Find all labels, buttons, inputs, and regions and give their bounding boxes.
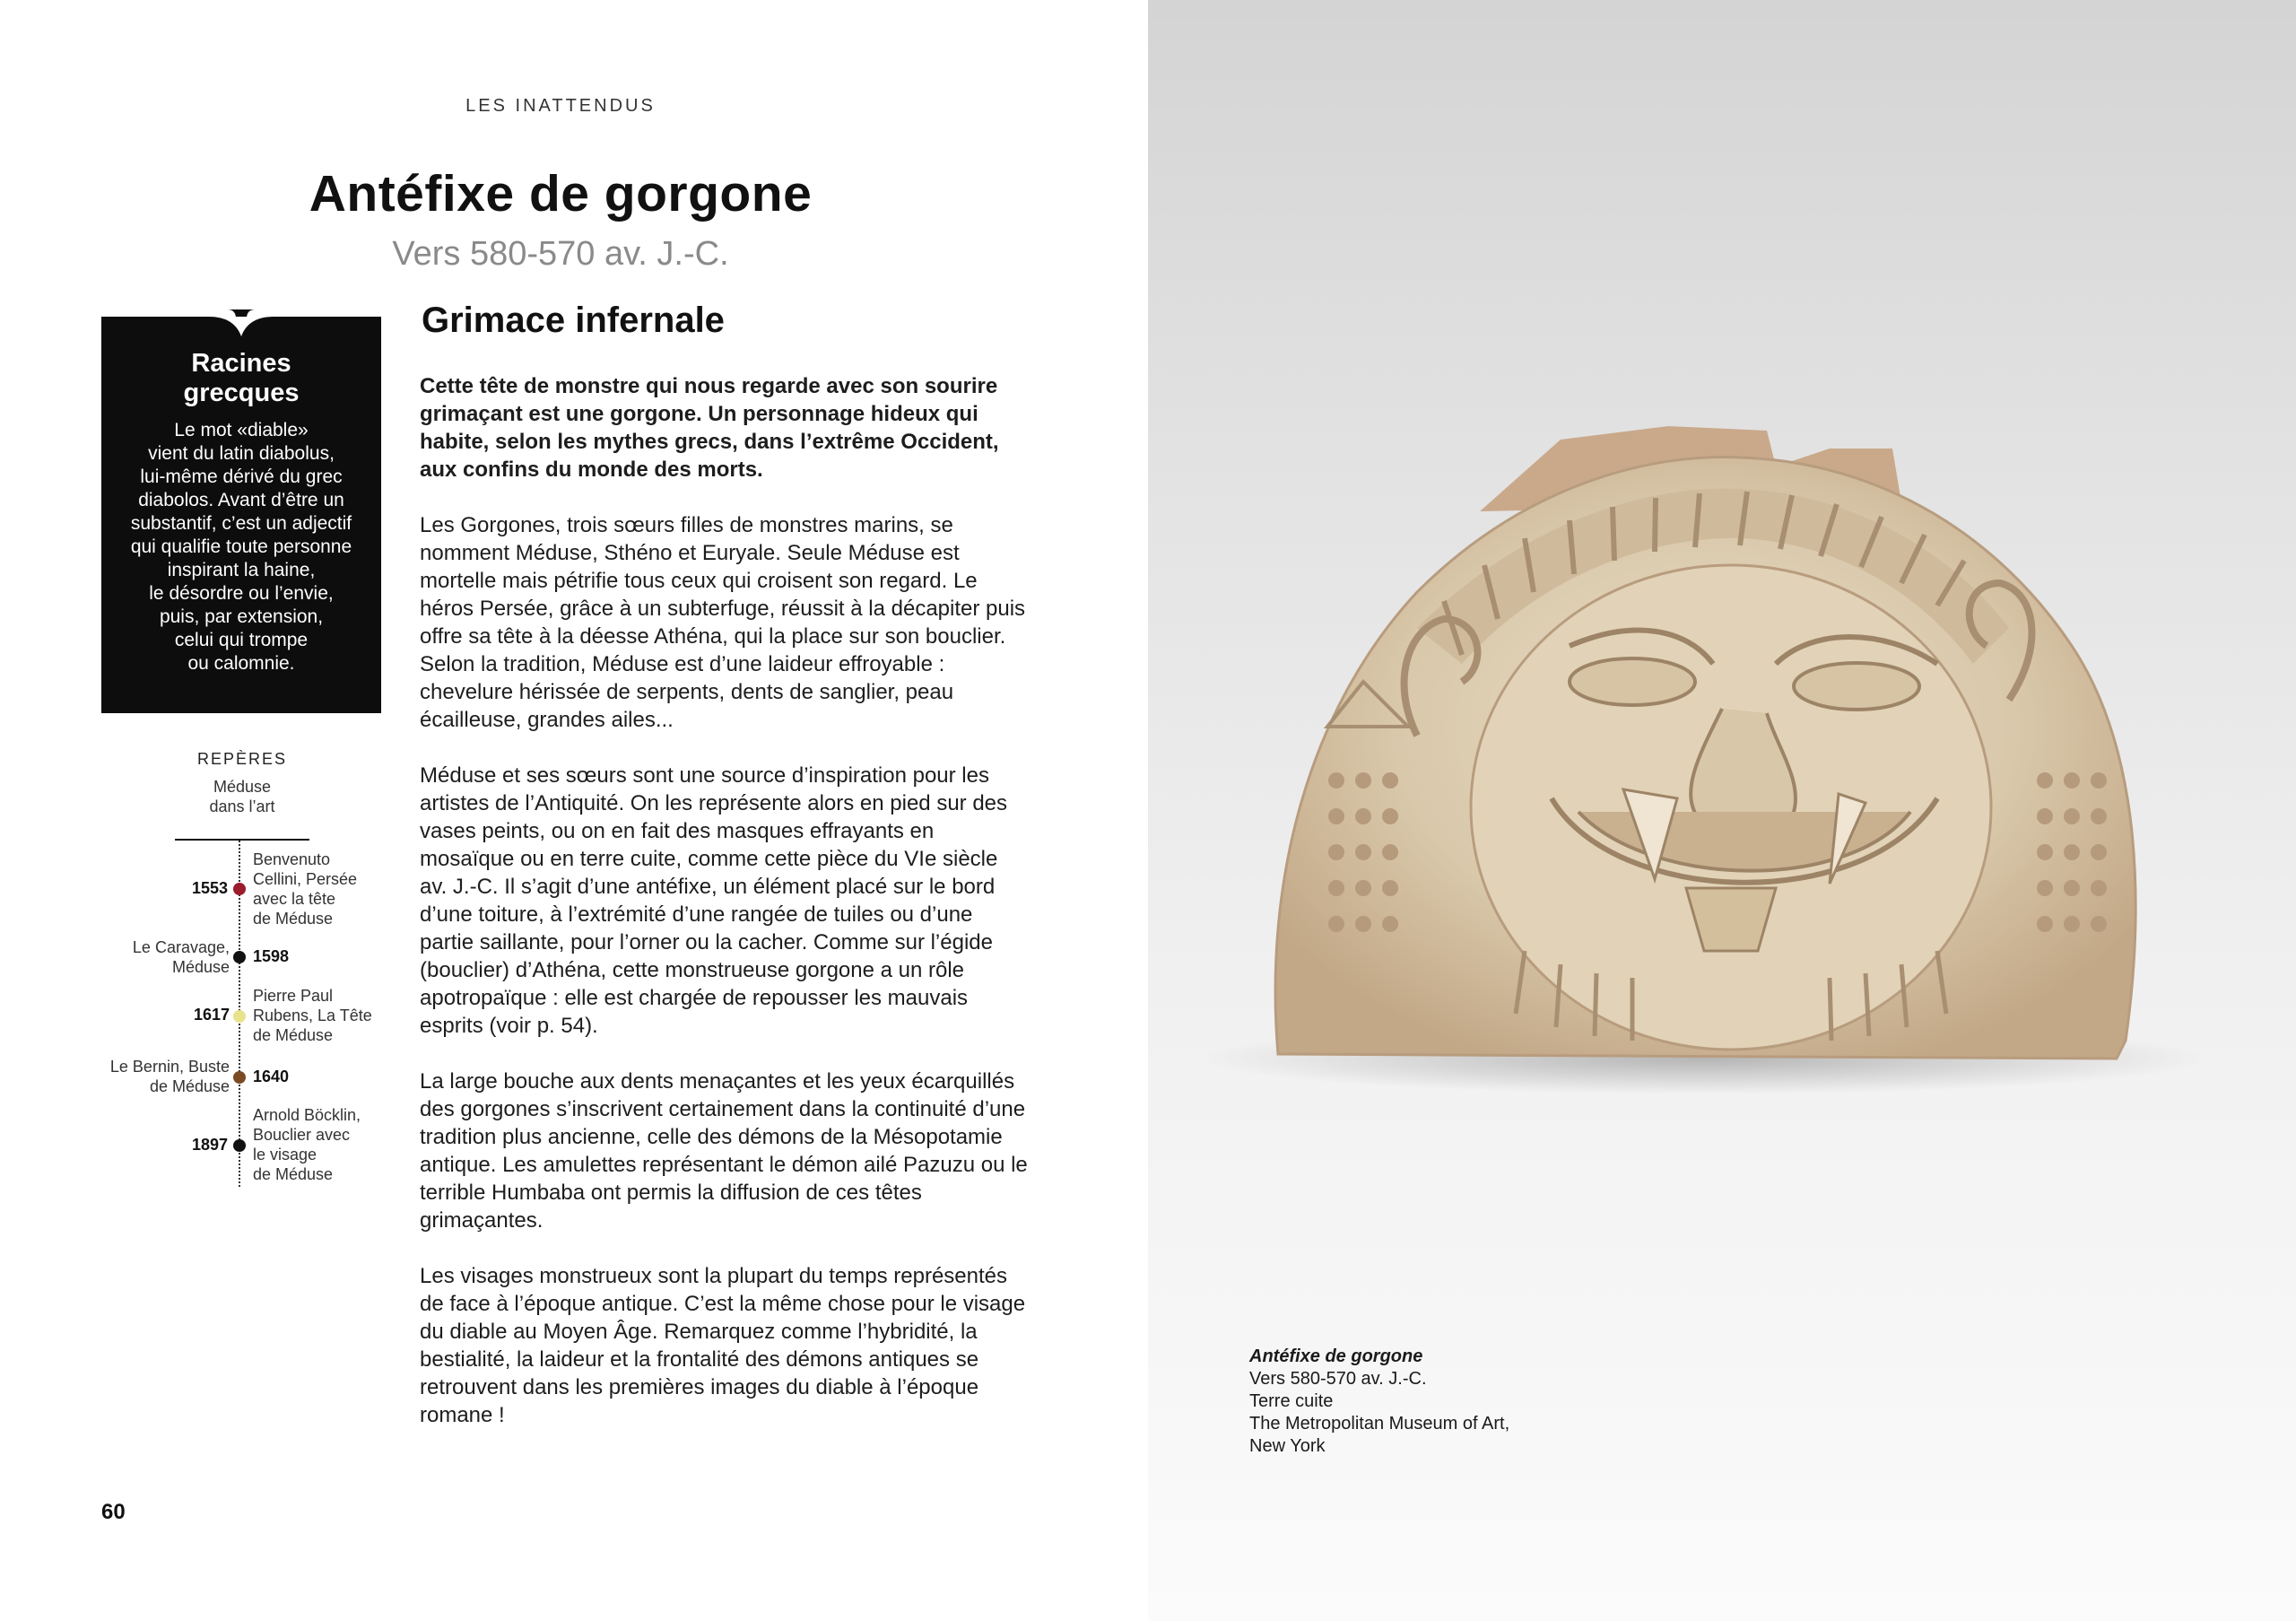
article-paragraph: La large bouche aux dents menaçantes et les yeux écarquillés des gorgones s’inscrivent certainement dans la continuité d’une tradition plus ancienne, celle des démons de la Mésopotamie antique. Les amulettes représentant le démon ailé Pazuzu ou le terrible Humbaba ont permis la diffusion de ces têtes grimaçantes. — [420, 1069, 1028, 1233]
caption-line: Terre cuite — [1249, 1391, 1334, 1411]
box-line: puis, par extension, — [159, 606, 324, 627]
timeline-event-1598 — [50, 937, 230, 977]
timeline-year-1897: 1897 — [192, 1136, 229, 1154]
reperes-subtitle — [144, 777, 341, 816]
article-paragraph: Les Gorgones, trois sœurs filles de monstres marins, se nomment Méduse, Sthéno et Euryale. Seule Méduse est mortelle mais pétrifie tous ceux qui croisent son regard. Le héros Persée, grâce à un subterfuge, réussit à la décapiter puis offre sa tête à la déesse Athéna, qui la place sur son bouclier. Selon la tradition, Méduse est d’une laideur effroyable : chevelure hérissée de serpents, dents de sanglier, peau écailleuse, grandes ailes... — [420, 513, 1026, 732]
timeline-dot-1897 — [233, 1139, 246, 1152]
event-line: de Méduse — [253, 1165, 334, 1183]
running-head: LES INATTENDUS — [465, 96, 656, 116]
article-paragraph: Les visages monstrueux sont la plupart du temps représentés de face à l’époque antique. C’est la même chose pour le visage du diable au Moyen Âge. Remarquez comme l’hybridité, la bestialité, la laideur et la frontalité des démons antiques se retrouvent dans les premières images du diable à l’époque romane ! — [420, 1264, 1026, 1427]
event-line: Méduse — [171, 958, 230, 976]
box-line: celui qui trompe — [174, 630, 309, 650]
reperes-heading: REPÈRES — [196, 750, 288, 768]
timeline-year-1553: 1553 — [192, 879, 229, 897]
caption-line: The Metropolitan Museum of Art, — [1249, 1414, 1510, 1434]
timeline-event-1897 — [253, 1105, 396, 1184]
sidebar-box-racines-grecques — [101, 309, 381, 713]
caption-line: New York — [1249, 1436, 1326, 1456]
article-lead-paragraph: Cette tête de monstre qui nous regarde avec son sourire grimaçant est une gorgone. Un personnage hideux qui habite, selon les mythes grecs, dans l’extrême Occident, aux confins du monde des morts. — [420, 374, 999, 482]
reperes-subtitle-line1: Méduse — [213, 778, 272, 796]
timeline-axis — [239, 841, 240, 1187]
event-line: Le Bernin, Buste — [109, 1058, 230, 1076]
timeline-event-1617 — [253, 986, 396, 1045]
article-title: Grimace infernale — [422, 301, 725, 340]
box-title-line2: grecques — [183, 379, 300, 407]
event-line: avec la tête — [253, 890, 336, 908]
timeline-event-1640 — [50, 1057, 230, 1096]
event-line: Cellini, Persée — [253, 870, 358, 888]
box-line: qui qualifie toute personne — [130, 536, 352, 557]
event-line: Rubens, La Tête — [253, 1007, 372, 1024]
box-line: diabolos. Avant d’être un — [138, 490, 344, 510]
image-caption — [1249, 1346, 1509, 1458]
event-line: de Méduse — [253, 1026, 334, 1044]
timeline-dot-1598 — [233, 951, 246, 963]
timeline-event-1553 — [253, 850, 396, 928]
box-line: Le mot «diable» — [174, 420, 309, 440]
article-body — [420, 372, 1030, 1457]
timeline-dot-1617 — [233, 1010, 246, 1023]
reperes-subtitle-line2: dans l’art — [209, 797, 275, 815]
box-line: ou calomnie. — [187, 653, 295, 674]
box-line: substantif, c’est un adjectif — [130, 513, 352, 534]
timeline-rule — [175, 839, 309, 841]
timeline-dot-1553 — [233, 883, 246, 895]
box-line: lui-même dérivé du grec — [140, 466, 343, 487]
event-line: Arnold Böcklin, — [253, 1106, 361, 1124]
timeline-year-1617: 1617 — [194, 1006, 230, 1024]
caption-title: Antéfixe de gorgone — [1249, 1346, 1423, 1366]
caption-line: Vers 580-570 av. J.-C. — [1249, 1369, 1427, 1389]
box-line: vient du latin diabolus, — [148, 443, 335, 464]
box-body — [101, 419, 381, 675]
event-line: Le Caravage, — [132, 938, 230, 956]
event-line: Pierre Paul — [253, 987, 334, 1005]
event-line: Bouclier avec — [253, 1126, 351, 1144]
box-notch-decoration — [101, 309, 381, 336]
event-line: de Méduse — [253, 910, 334, 928]
timeline-dot-1640 — [233, 1071, 246, 1084]
timeline-year-1640: 1640 — [253, 1068, 290, 1085]
right-page — [1148, 0, 2296, 1621]
page-subtitle-date: Vers 580-570 av. J.-C. — [392, 235, 729, 273]
page-number: 60 — [101, 1500, 126, 1524]
event-line: Benvenuto — [253, 850, 331, 868]
event-line: le visage — [253, 1146, 317, 1163]
page-title: Antéfixe de gorgone — [309, 165, 813, 222]
box-title-line1: Racines — [191, 349, 291, 378]
box-line: le désordre ou l’envie, — [149, 583, 334, 604]
box-line: inspirant la haine, — [167, 560, 316, 580]
timeline-year-1598: 1598 — [253, 947, 290, 965]
article-paragraph: Méduse et ses sœurs sont une source d’inspiration pour les artistes de l’Antiquité. On les représente alors en pied sur des vases peints, ou on en fait des masques effrayants en mosaïque ou en terre cuite, comme cette pièce du VIe siècle av. J.-C. Il s’agit d’une antéfixe, un élément placé sur le bord d’une toiture, à l’extrémité d’une rangée de tuiles ou d’une partie saillante, pour l’orner ou la cacher. Comme sur l’égide (bouclier) d’Athéna, cette monstrueuse gorgone a un rôle apotropaïque : elle est chargée de repousser les mauvais esprits (voir p. 54). — [420, 763, 1008, 1038]
event-line: de Méduse — [149, 1077, 230, 1095]
